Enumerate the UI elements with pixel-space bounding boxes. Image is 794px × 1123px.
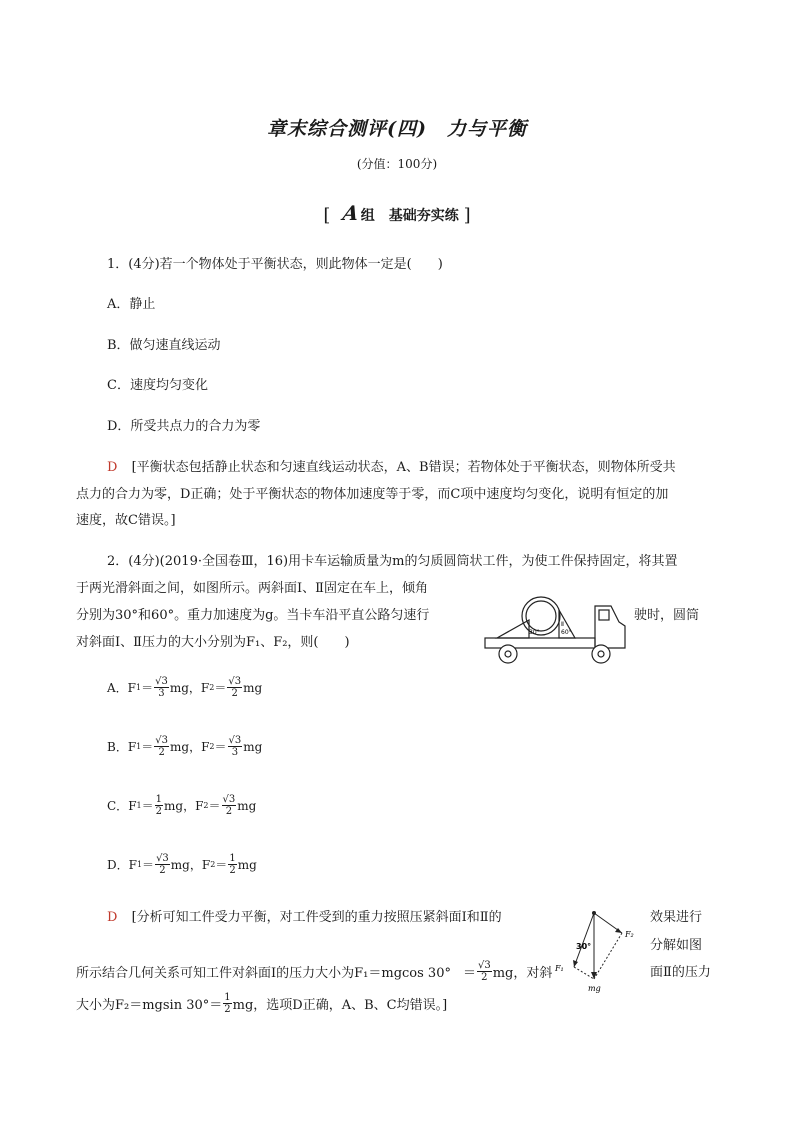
section-bracket-left: [: [323, 205, 331, 226]
f1-label: F₁: [555, 964, 564, 973]
f2-symbol: F: [195, 798, 204, 813]
cos-fraction: $\frac{√3}{2}$: [478, 960, 491, 983]
q1-explanation-line1: [107, 459, 676, 476]
f1-symbol: F: [128, 857, 137, 872]
f2-symbol: F: [200, 680, 210, 695]
f1-symbol: F: [127, 739, 137, 754]
q1-option-c: C．速度均匀变化: [107, 378, 208, 393]
q2-option-d: D． F 1 ＝ $\frac{√3}{2}$ mg ， F 2 ＝ $\frac{1}{2}$ mg: [107, 853, 257, 876]
q2-option-c: C． F 1 ＝ $\frac{1}{2}$ mg ， F 2 ＝ $\frac{√3}{2}$ mg: [107, 794, 257, 817]
q1-stem: 1．(4分)若一个物体处于平衡状态，则此物体一定是( ): [107, 257, 443, 272]
mg-label: mg: [588, 984, 601, 993]
section-bracket-right: ]: [463, 205, 471, 226]
q2-explanation-line1: [107, 909, 502, 926]
q2-stem-line2: 于两光滑斜面之间，如图所示。两斜面Ⅰ、Ⅱ固定在车上，倾角: [76, 581, 428, 596]
score-note: (分值：100分): [356, 157, 438, 171]
q2-option-b: B． F 1 ＝ $\frac{√3}{2}$ mg ， F 2 ＝ $\frac{√3}{3}$ mg: [107, 735, 263, 758]
q1-explanation-text1: [平衡状态包括静止状态和匀速直线运动状态，A、B错误；若物体处于平衡状态，则物体所受共: [131, 460, 676, 475]
option-letter: D．: [107, 858, 129, 872]
f2-fraction: $\frac{√3}{3}$: [228, 735, 242, 758]
slope-roman-label: Ⅱ: [561, 621, 564, 628]
q1-option-a: A．静止: [107, 297, 156, 312]
q1-explanation-line3: 速度，故C错误。]: [76, 513, 176, 528]
q1-explanation-line2: 点力的合力为零，D正确；处于平衡状态的物体加速度等于零，而C项中速度均匀变化，说明有恒定的加: [76, 487, 669, 502]
q2-answer: D: [107, 910, 118, 925]
q2-stem-line3: 分别为30°和60°。重力加速度为g。当卡车沿平直公路匀速行: [76, 608, 430, 623]
truck-window: [599, 610, 609, 620]
dash-1: [574, 967, 594, 979]
f2-symbol: F: [201, 857, 211, 872]
f2-fraction: $\frac{√3}{2}$: [228, 676, 242, 699]
page-title: 章末综合测评(四) 力与平衡: [267, 118, 527, 140]
angle-60-label: 60°: [561, 629, 572, 636]
q2-explanation-right2: 分解如图: [650, 938, 703, 953]
slope-1: [497, 620, 529, 638]
f1-fraction: $\frac{√3}{2}$: [156, 853, 169, 876]
q2-stem-line4: 对斜面Ⅰ、Ⅱ压力的大小分别为F₁、F₂，则( ): [76, 635, 350, 650]
q2-explanation-right1: 效果进行: [650, 910, 703, 925]
option-letter: A．: [107, 681, 128, 695]
option-letter: C．: [107, 799, 129, 813]
section-badge: A: [341, 201, 361, 225]
f2-fraction: $\frac{√3}{2}$: [222, 794, 236, 817]
f1-fraction: $\frac{√3}{2}$: [155, 735, 168, 758]
f1-symbol: F: [127, 680, 136, 695]
cylinder-outer: [522, 597, 560, 635]
section-heading: [0, 201, 794, 226]
f1-fraction: $\frac{1}{2}$: [155, 794, 162, 817]
angle-label: 30°: [576, 942, 592, 951]
q2-explanation-text1: [分析可知工件受力平衡，对工件受到的重力按照压紧斜面Ⅰ和Ⅱ的: [131, 910, 502, 925]
f2-label: F₂: [625, 930, 634, 939]
truck-figure: [483, 592, 628, 670]
f2-fraction: $\frac{1}{2}$: [229, 853, 236, 876]
q2-explanation-line3: 所示结合几何关系可知工件对斜面Ⅰ的压力大小为F₁＝mgcos 30° ＝ $\frac{√3}{2}$ mg，对斜: [76, 960, 553, 983]
q2-explanation-right3: 面Ⅱ的压力: [650, 965, 711, 980]
wheel-front: [592, 645, 610, 663]
q1-option-d: D．所受共点力的合力为零: [107, 419, 261, 434]
origin-point: [592, 911, 596, 915]
f1-arrowhead: [573, 960, 578, 967]
q2-stem-right: 驶时，圆筒: [634, 608, 700, 623]
sin-fraction: $\frac{1}{2}$: [224, 992, 231, 1015]
truck-bed: [485, 638, 595, 648]
f1-symbol: F: [128, 798, 137, 813]
force-diagram: [552, 905, 644, 997]
q2-stem-line1: 2．(4分)(2019·全国卷Ⅲ，16)用卡车运输质量为m的匀质圆筒状工件，为使工件保持固定，将其置: [107, 554, 678, 569]
q2-option-a: A． F 1 ＝ $\frac{√3}{3}$ mg ， F 2 ＝ $\frac{√3}{2}$ mg: [107, 676, 263, 699]
angle-30-label: 30°: [529, 629, 540, 636]
q2-explanation-line4: 大小为F₂＝mgsin 30°＝ $\frac{1}{2}$ mg，选项D正确，A、B、C均错误。]: [76, 992, 448, 1015]
f1-fraction: $\frac{√3}{3}$: [155, 676, 168, 699]
dash-2: [594, 933, 622, 979]
q1-answer: D: [107, 460, 118, 475]
cylinder-inner: [526, 601, 556, 631]
section-label: 组 基础夯实练: [360, 208, 459, 224]
wheel-rear: [499, 645, 517, 663]
q1-option-b: B．做匀速直线运动: [107, 338, 221, 353]
option-letter: B．: [107, 740, 128, 754]
f1-vector: [574, 913, 594, 967]
f2-symbol: F: [201, 739, 210, 754]
